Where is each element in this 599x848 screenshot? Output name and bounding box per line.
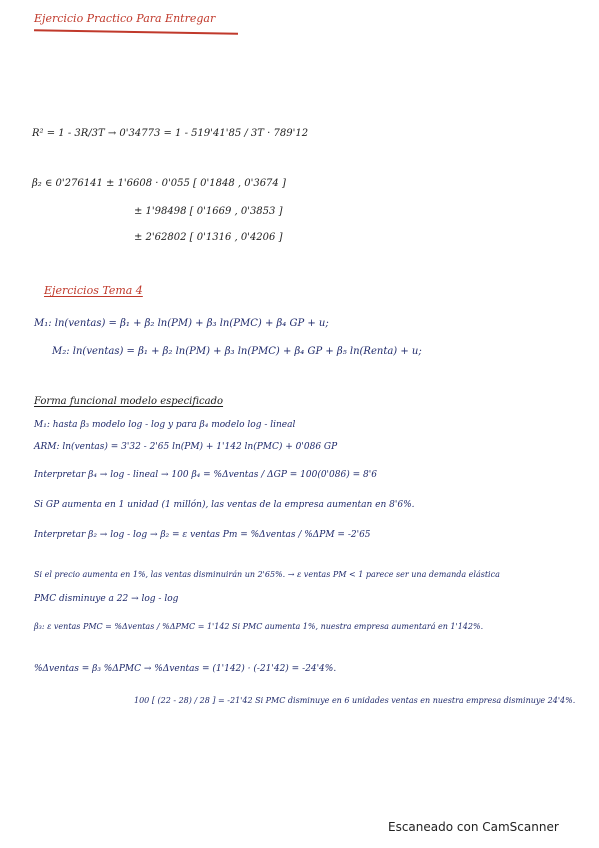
section-title-tema4: Ejercicios Tema 4 <box>44 284 143 297</box>
text-line-1: M₁: hasta β₃ modelo log - log y para β₄ modelo log - lineal <box>34 420 296 430</box>
model-m2: M₂: ln(ventas) = β₁ + β₂ ln(PM) + β₃ ln(PMC) + β₄ GP + β₅ ln(Renta) + u; <box>52 346 422 357</box>
forma-funcional-title: Forma funcional modelo especificado <box>34 396 224 407</box>
model-m1: M₁: ln(ventas) = β₁ + β₂ ln(PM) + β₃ ln(PMC) + β₄ GP + u; <box>34 318 329 329</box>
text-line-6: Si el precio aumenta en 1%, las ventas disminuirán un 2'65%. → ε ventas PM < 1 parece ser una demanda elástica <box>34 570 500 579</box>
beta-interval-line-2: ± 1'98498 [ 0'1669 , 0'3853 ] <box>134 206 283 217</box>
text-line-10: 100 [ (22 - 28) / 28 ] = -21'42 Si PMC disminuye en 6 unidades ventas en nuestra empresa disminuye 24'4%. <box>134 696 576 705</box>
r2-line: R² = 1 - 3R/3T → 0'34773 = 1 - 519'41'85 / 3T · 789'12 <box>32 128 309 139</box>
text-line-9: %Δventas = β₃ %ΔPMC → %Δventas = (1'142) · (-21'42) = -24'4%. <box>34 664 337 674</box>
beta-interval-line-1: β₂ ∈ 0'276141 ± 1'6608 · 0'055 [ 0'1848 , 0'3674 ] <box>32 178 286 189</box>
title-underline <box>34 29 238 35</box>
text-line-5: Interpretar β₂ → log - log → β₂ = ε ventas Pm = %Δventas / %ΔPM = -2'65 <box>34 530 371 540</box>
text-line-7: PMC disminuye a 22 → log - log <box>34 594 179 604</box>
text-line-4: Si GP aumenta en 1 unidad (1 millón), las ventas de la empresa aumentan en 8'6%. <box>34 500 415 510</box>
text-line-2: ARM: ln(ventas) = 3'32 - 2'65 ln(PM) + 1'142 ln(PMC) + 0'086 GP <box>34 442 338 452</box>
footer-watermark: Escaneado con CamScanner <box>388 820 559 834</box>
text-line-8: β₃: ε ventas PMC = %Δventas / %ΔPMC = 1'142 Si PMC aumenta 1%, nuestra empresa aumentará en 1'142%. <box>34 622 484 631</box>
page-title: Ejercicio Practico Para Entregar <box>34 12 216 25</box>
text-line-3: Interpretar β₄ → log - lineal → 100 β₄ = %Δventas / ΔGP = 100(0'086) = 8'6 <box>34 470 377 480</box>
beta-interval-line-3: ± 2'62802 [ 0'1316 , 0'4206 ] <box>134 232 283 243</box>
